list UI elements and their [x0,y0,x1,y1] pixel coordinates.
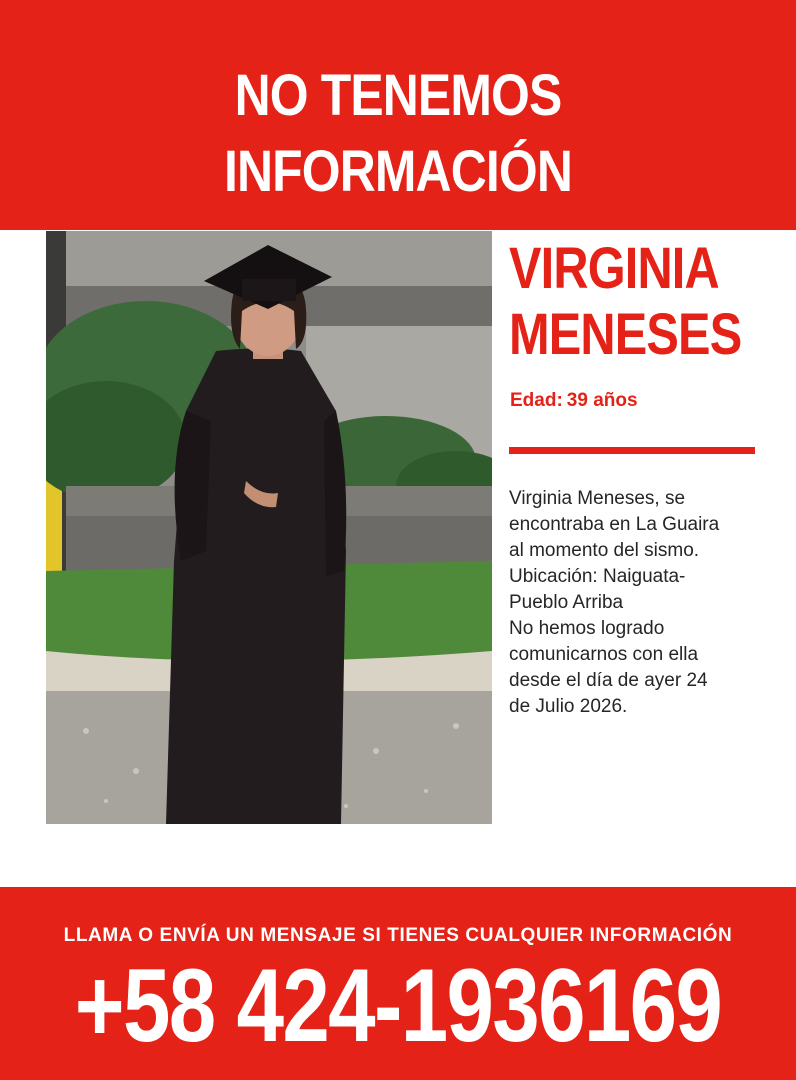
description-line: comunicarnos con ella [509,644,699,665]
divider [509,447,755,454]
age-value: 39 años [566,390,638,411]
description-line: No hemos logrado [509,618,665,639]
description-line: desde el día de ayer 24 [509,670,708,691]
description-line: Virginia Meneses, se [509,488,686,509]
description-line: al momento del sismo. [509,540,700,561]
person-name [509,236,744,368]
person-photo [46,231,492,824]
name-line-2: MENESES [509,302,742,367]
headline: NO TENEMOS INFORMACIÓN [223,63,572,204]
description-line: encontraba en La Guaira [509,514,720,535]
description-line: de Julio 2026. [509,696,628,717]
description [509,486,769,720]
phone-number: +58 424-1936169 [74,948,722,1064]
description-line: Ubicación: Naiguata- [509,566,686,587]
age [510,388,638,414]
age-label: Edad: [510,390,563,411]
name-line-1: VIRGINIA [509,236,719,301]
description-line: Pueblo Arriba [509,592,624,613]
call-to-action: LLAMA O ENVÍA UN MENSAJE SI TIENES CUALQUIER INFORMACIÓN [63,925,733,946]
